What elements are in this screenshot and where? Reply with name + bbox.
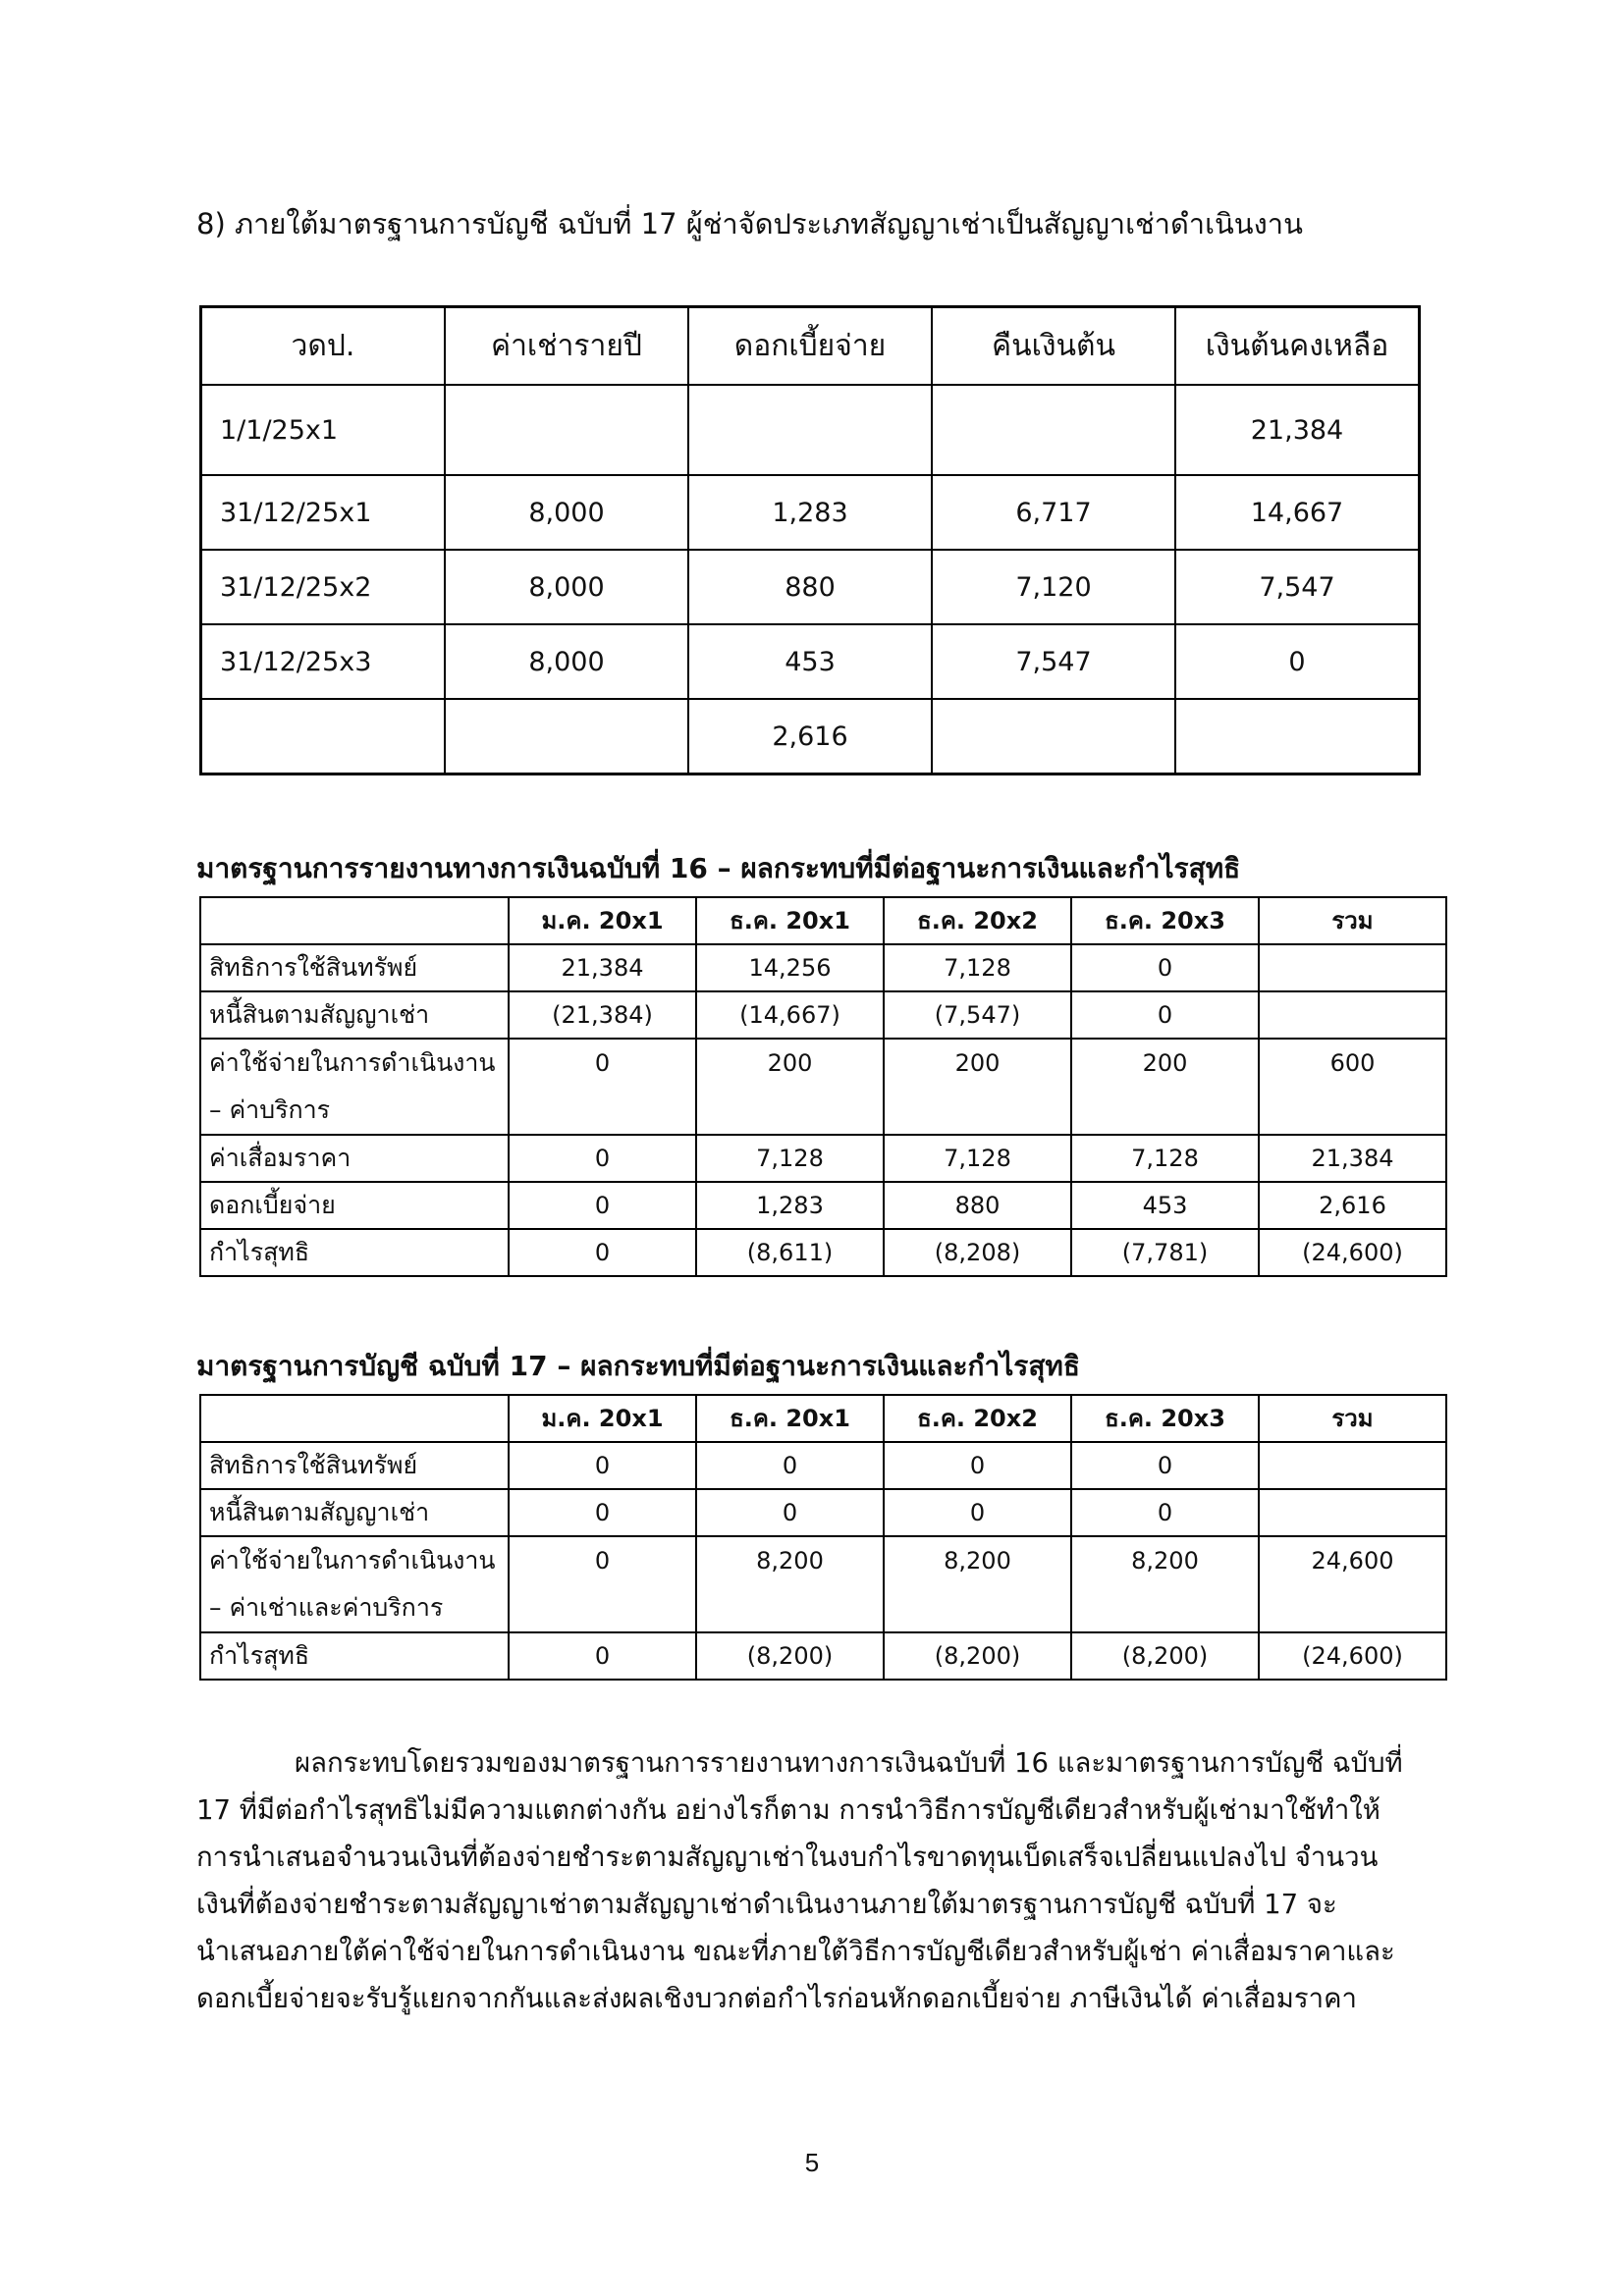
paragraph-line: ผลกระทบโดยรวมของมาตรฐานการรายงานทางการเงินฉบับที่ 16 และมาตรฐานการบัญชี ฉบับที่ — [295, 1747, 1403, 1779]
cell: 880 — [884, 1182, 1071, 1229]
cell: 0 — [884, 1442, 1071, 1489]
cell: 453 — [1071, 1182, 1259, 1229]
header-cell: เงินต้นคงเหลือ — [1175, 307, 1420, 386]
cell: 0 — [1071, 944, 1259, 991]
cell: 0 — [509, 1536, 696, 1632]
header-cell: วดป. — [201, 307, 446, 386]
cell: 453 — [688, 624, 932, 699]
cell: 21,384 — [509, 944, 696, 991]
row-label: หนี้สินตามสัญญาเช่า — [200, 991, 509, 1039]
cell: 7,120 — [932, 550, 1175, 624]
summary-paragraph — [196, 1739, 1443, 2022]
cell: 1,283 — [688, 475, 932, 550]
cell — [1259, 991, 1446, 1039]
cell: (8,611) — [696, 1229, 884, 1276]
row-label — [200, 1039, 509, 1135]
cell: 8,000 — [445, 550, 688, 624]
cell: 0 — [1071, 991, 1259, 1039]
date-cell: 31/12/25x1 — [201, 475, 446, 550]
cell: 0 — [509, 1489, 696, 1536]
table-row — [200, 1182, 1446, 1229]
row-label: กำไรสุทธิ — [200, 1229, 509, 1276]
cell — [1259, 944, 1446, 991]
cell — [445, 699, 688, 774]
tas17-heading: มาตรฐานการบัญชี ฉบับที่ 17 – ผลกระทบที่มีต่อฐานะการเงินและกำไรสุทธิ — [196, 1350, 1080, 1382]
header-cell: ดอกเบี้ยจ่าย — [688, 307, 932, 386]
cell: 0 — [509, 1182, 696, 1229]
cell: 7,547 — [932, 624, 1175, 699]
header-cell: ค่าเช่ารายปี — [445, 307, 688, 386]
table-header-row — [201, 307, 1420, 386]
row-label-line1: ค่าใช้จ่ายในการดำเนินงาน — [209, 1546, 496, 1575]
paragraph-line: ดอกเบี้ยจ่ายจะรับรู้แยกจากกันและส่งผลเชิงบวกต่อกำไรก่อนหักดอกเบี้ยจ่าย ภาษีเงินได้ ค่าเสื่อมราคา — [196, 1983, 1357, 2014]
cell: (8,200) — [1071, 1632, 1259, 1680]
table-row — [200, 1135, 1446, 1182]
cell: 0 — [1175, 624, 1420, 699]
row-label: ค่าเสื่อมราคา — [200, 1135, 509, 1182]
cell: 1,283 — [696, 1182, 884, 1229]
cell: (24,600) — [1259, 1229, 1446, 1276]
cell: 7,547 — [1175, 550, 1420, 624]
date-cell: 1/1/25x1 — [201, 385, 446, 475]
cell: 7,128 — [884, 944, 1071, 991]
cell: 0 — [696, 1442, 884, 1489]
cell: 8,200 — [1071, 1536, 1259, 1632]
header-cell: ม.ค. 20x1 — [509, 897, 696, 944]
cell — [932, 699, 1175, 774]
date-cell: 31/12/25x2 — [201, 550, 446, 624]
cell: 14,667 — [1175, 475, 1420, 550]
header-cell: รวม — [1259, 1395, 1446, 1442]
cell: 24,600 — [1259, 1536, 1446, 1632]
row-label: หนี้สินตามสัญญาเช่า — [200, 1489, 509, 1536]
cell: (8,200) — [884, 1632, 1071, 1680]
header-cell: ธ.ค. 20x3 — [1071, 1395, 1259, 1442]
row-label-line2: – ค่าเช่าและค่าบริการ — [209, 1593, 444, 1622]
table-row — [200, 1632, 1446, 1680]
header-cell: ธ.ค. 20x2 — [884, 1395, 1071, 1442]
cell: 0 — [509, 1442, 696, 1489]
tfrs16-heading: มาตรฐานการรายงานทางการเงินฉบับที่ 16 – ผลกระทบที่มีต่อฐานะการเงินและกำไรสุทธิ — [196, 852, 1241, 884]
date-cell: 31/12/25x3 — [201, 624, 446, 699]
table-row — [201, 624, 1420, 699]
cell: 0 — [884, 1489, 1071, 1536]
table-row — [200, 1229, 1446, 1276]
tfrs16-table — [199, 896, 1447, 1277]
table-row — [200, 991, 1446, 1039]
cell: 2,616 — [688, 699, 932, 774]
row-label-line2: – ค่าบริการ — [209, 1095, 331, 1124]
paragraph-line: นำเสนอภายใต้ค่าใช้จ่ายในการดำเนินงาน ขณะที่ภายใต้วิธีการบัญชีเดียวสำหรับผู้เช่า ค่าเสื่อมราคาและ — [196, 1936, 1395, 1967]
cell: 0 — [1071, 1442, 1259, 1489]
lease-schedule-table — [199, 305, 1421, 775]
cell: (21,384) — [509, 991, 696, 1039]
header-cell: ธ.ค. 20x1 — [696, 1395, 884, 1442]
table-row — [201, 475, 1420, 550]
header-cell: ม.ค. 20x1 — [509, 1395, 696, 1442]
row-label: ดอกเบี้ยจ่าย — [200, 1182, 509, 1229]
cell: 0 — [509, 1135, 696, 1182]
row-label: สิทธิการใช้สินทรัพย์ — [200, 944, 509, 991]
cell: 0 — [509, 1039, 696, 1135]
cell: 8,200 — [884, 1536, 1071, 1632]
cell — [1259, 1442, 1446, 1489]
table-header-row — [200, 1395, 1446, 1442]
cell: 0 — [1071, 1489, 1259, 1536]
cell: 880 — [688, 550, 932, 624]
date-cell — [201, 699, 446, 774]
cell: 6,717 — [932, 475, 1175, 550]
cell: (8,200) — [696, 1632, 884, 1680]
cell: 2,616 — [1259, 1182, 1446, 1229]
table-row — [200, 1442, 1446, 1489]
paragraph-line: เงินที่ต้องจ่ายชำระตามสัญญาเช่าตามสัญญาเช่าดำเนินงานภายใต้มาตรฐานการบัญชี ฉบับที่ 17 จะ — [196, 1889, 1337, 1920]
cell — [932, 385, 1175, 475]
cell: 7,128 — [884, 1135, 1071, 1182]
header-cell: รวม — [1259, 897, 1446, 944]
header-cell: ธ.ค. 20x3 — [1071, 897, 1259, 944]
cell: 0 — [696, 1489, 884, 1536]
cell: (8,208) — [884, 1229, 1071, 1276]
cell: (14,667) — [696, 991, 884, 1039]
row-label: สิทธิการใช้สินทรัพย์ — [200, 1442, 509, 1489]
cell: 600 — [1259, 1039, 1446, 1135]
intro-line: 8) ภายใต้มาตรฐานการบัญชี ฉบับที่ 17 ผู้ช่าจัดประเภทสัญญาเช่าเป็นสัญญาเช่าดำเนินงาน — [196, 207, 1303, 240]
table-row — [200, 1536, 1446, 1632]
row-label — [200, 1536, 509, 1632]
cell: 8,200 — [696, 1536, 884, 1632]
cell: (24,600) — [1259, 1632, 1446, 1680]
cell: (7,781) — [1071, 1229, 1259, 1276]
header-cell: ธ.ค. 20x2 — [884, 897, 1071, 944]
cell: 200 — [1071, 1039, 1259, 1135]
cell: (7,547) — [884, 991, 1071, 1039]
header-cell: ธ.ค. 20x1 — [696, 897, 884, 944]
cell — [445, 385, 688, 475]
header-cell — [200, 897, 509, 944]
header-cell — [200, 1395, 509, 1442]
table-row — [201, 550, 1420, 624]
cell — [688, 385, 932, 475]
cell: 21,384 — [1259, 1135, 1446, 1182]
row-label: กำไรสุทธิ — [200, 1632, 509, 1680]
cell: 8,000 — [445, 624, 688, 699]
header-cell: คืนเงินต้น — [932, 307, 1175, 386]
table-row — [201, 385, 1420, 475]
table-total-row — [201, 699, 1420, 774]
page-number: 5 — [804, 2148, 820, 2177]
tas17-table — [199, 1394, 1447, 1681]
cell: 0 — [509, 1229, 696, 1276]
table-row — [200, 944, 1446, 991]
cell — [1175, 699, 1420, 774]
cell — [1259, 1489, 1446, 1536]
paragraph-line: 17 ที่มีต่อกำไรสุทธิไม่มีความแตกต่างกัน อย่างไรก็ตาม การนำวิธีการบัญชีเดียวสำหรับผู้เช่ามาใช้ทำให้ — [196, 1794, 1380, 1826]
cell: 7,128 — [1071, 1135, 1259, 1182]
cell: 0 — [509, 1632, 696, 1680]
row-label-line1: ค่าใช้จ่ายในการดำเนินงาน — [209, 1048, 496, 1077]
cell: 200 — [884, 1039, 1071, 1135]
table-row — [200, 1489, 1446, 1536]
table-header-row — [200, 897, 1446, 944]
cell: 14,256 — [696, 944, 884, 991]
cell: 200 — [696, 1039, 884, 1135]
cell: 8,000 — [445, 475, 688, 550]
paragraph-line: การนำเสนอจำนวนเงินที่ต้องจ่ายชำระตามสัญญาเช่าในงบกำไรขาดทุนเบ็ดเสร็จเปลี่ยนแปลงไป จำนวน — [196, 1842, 1379, 1873]
table-row — [200, 1039, 1446, 1135]
cell: 21,384 — [1175, 385, 1420, 475]
cell: 7,128 — [696, 1135, 884, 1182]
